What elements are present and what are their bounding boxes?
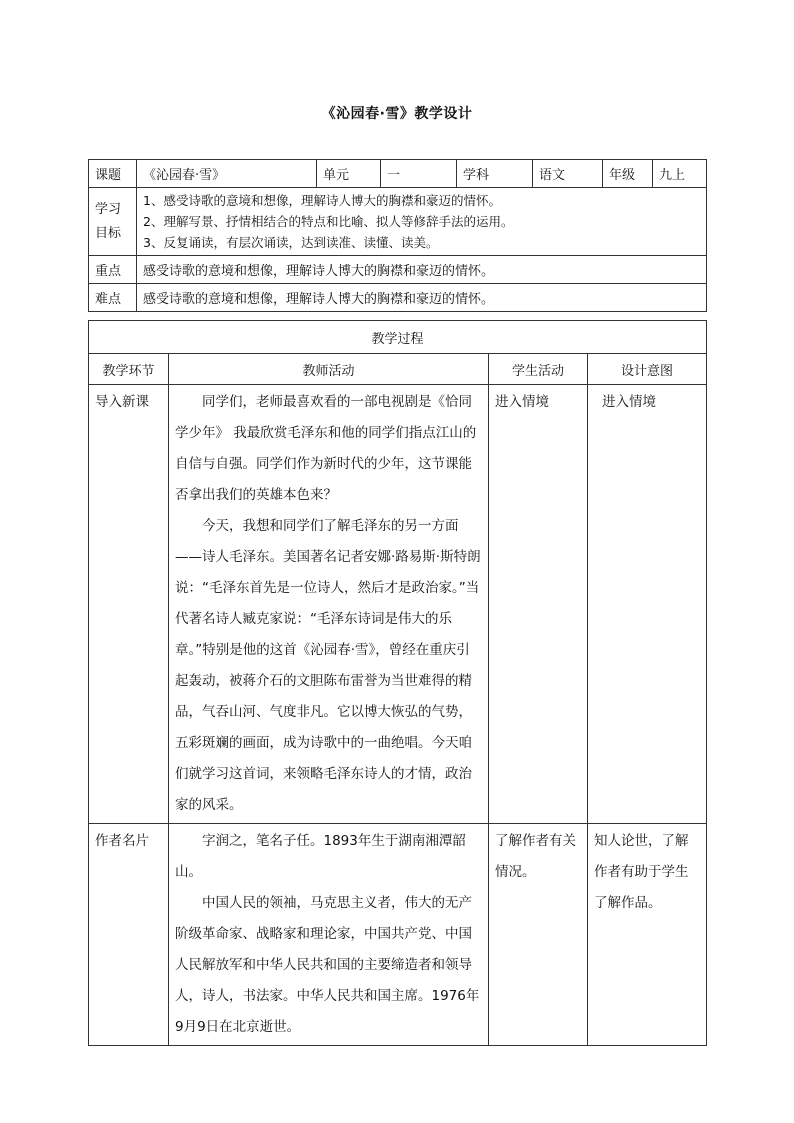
topic-label: 课题: [89, 160, 137, 188]
teacher-paragraph: 中国人民的领袖，马克思主义者，伟大的无产阶级革命家、战略家和理论家，中国共产党、中国人民解放军和中华人民共和国的主要缔造者和领导人，诗人，书法家。中华人民共和国主席。1976年9月9日在北京逝世。: [175, 895, 480, 1035]
grade-label: 年级: [603, 160, 653, 188]
goal-item: 1、感受诗歌的意境和想像，理解诗人博大的胸襟和豪迈的情怀。: [143, 193, 501, 208]
design-intent-cell: 进入情境: [588, 385, 707, 824]
column-header-stage: 教学环节: [89, 354, 169, 385]
teacher-paragraph: 字润之，笔名子任。1893年生于湖南湘潭韶山。: [175, 833, 466, 880]
design-intent-cell: 知人论世，了解作者有助于学生了解作品。: [588, 824, 707, 1046]
teacher-activity-cell: [169, 385, 489, 824]
table-row: [89, 824, 707, 1046]
goals-list: [137, 188, 707, 256]
topic-value: 《沁园春·雪》: [137, 160, 317, 188]
teacher-paragraph: 同学们，老师最喜欢看的一部电视剧是《恰同学少年》 我最欣赏毛泽东和他的同学们指点江山的自信与自强。同学们作为新时代的少年，这节课能否拿出我们的英雄本色来？: [175, 394, 477, 503]
student-activity-cell: 进入情境: [489, 385, 588, 824]
unit-label: 单元: [317, 160, 381, 188]
unit-value: 一: [381, 160, 457, 188]
subject-label: 学科: [457, 160, 533, 188]
goal-item: 2、理解写景、抒情相结合的特点和比喻、拟人等修辞手法的运用。: [143, 214, 514, 229]
goals-label: [89, 188, 137, 256]
goals-label-line: 学习: [95, 201, 122, 217]
goal-item: 3、反复诵读，有层次诵读，达到读准、读懂、读美。: [143, 235, 439, 250]
stage-cell: 导入新课: [89, 385, 169, 824]
student-activity-cell: 了解作者有关情况。: [489, 824, 588, 1046]
goals-label-line: 目标: [95, 225, 122, 241]
grade-value: 九上: [653, 160, 707, 188]
process-table: [88, 320, 707, 1046]
stage-cell: 作者名片: [89, 824, 169, 1046]
key-point-value: 感受诗歌的意境和想像，理解诗人博大的胸襟和豪迈的情怀。: [137, 256, 707, 284]
info-table: [88, 159, 707, 312]
subject-value: 语文: [533, 160, 603, 188]
column-header-student: 学生活动: [489, 354, 588, 385]
key-point-label: 重点: [89, 256, 137, 284]
table-row: [89, 385, 707, 824]
process-header: 教学过程: [89, 321, 707, 354]
document-title: 《沁园春·雪》教学设计: [321, 106, 473, 122]
difficulty-value: 感受诗歌的意境和想像，理解诗人博大的胸襟和豪迈的情怀。: [137, 284, 707, 312]
difficulty-label: 难点: [89, 284, 137, 312]
teacher-activity-cell: [169, 824, 489, 1046]
teacher-paragraph: 今天，我想和同学们了解毛泽东的另一方面——诗人毛泽东。美国著名记者安娜·路易斯·斯特朗说：“毛泽东首先是一位诗人，然后才是政治家。”当代著名诗人臧克家说：“毛泽东诗词是伟大的乐章。”特别是他的这首《沁园春·雪》，曾经在重庆引起轰动，被蒋介石的文胆陈布雷誉为当世难得的精品，气吞山河、气度非凡。它以博大恢弘的气势，五彩斑斓的画面，成为诗歌中的一曲绝唱。今天咱们就学习这首词，来领略毛泽东诗人的才情，政治家的风采。: [175, 518, 481, 813]
column-header-intent: 设计意图: [588, 354, 707, 385]
column-header-teacher: 教师活动: [169, 354, 489, 385]
